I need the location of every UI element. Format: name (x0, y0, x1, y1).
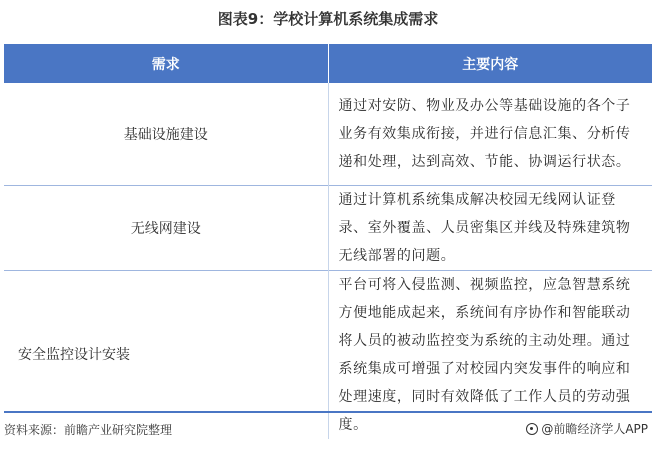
brand-credit (526, 420, 648, 437)
need-cell: 基础设施建设 (4, 83, 328, 186)
header-need: 需求 (4, 44, 328, 83)
content-cell: 通过计算机系统集成解决校园无线网认证登录、室外覆盖、人员密集区并线及特殊建筑物无线部署的问题。 (328, 186, 652, 271)
table-row (4, 271, 652, 440)
content-cell: 通过对安防、物业及办公等基础设施的各个子业务有效集成衔接，并进行信息汇集、分析传递和处理，达到高效、节能、协调运行状态。 (338, 98, 631, 170)
table-row (4, 186, 652, 271)
content-cell: 平台可将入侵监测、视频监控，应急智慧系统方便地能成起来，系统间有序协作和智能联动将人员的被动监控变为系统的主动处理。通过系统集成可增强了对校园内突发事件的响应和处理速度，同时有效降低了工作人员的劳动强度。 (328, 271, 652, 440)
table-bottom-divider (4, 411, 652, 413)
need-cell: 安全监控设计安装 (4, 271, 328, 440)
requirements-table (4, 44, 652, 439)
page-title: 图表9：学校计算机系统集成需求 (217, 10, 439, 28)
table-row (4, 83, 652, 186)
header-content: 主要内容 (328, 44, 652, 83)
leaf-logo-icon (526, 423, 538, 435)
table-header-row (4, 44, 652, 83)
need-cell: 无线网建设 (4, 186, 328, 271)
brand-label: @前瞻经济学人APP (541, 422, 648, 436)
source-note: 资料来源：前瞻产业研究院整理 (4, 423, 173, 437)
